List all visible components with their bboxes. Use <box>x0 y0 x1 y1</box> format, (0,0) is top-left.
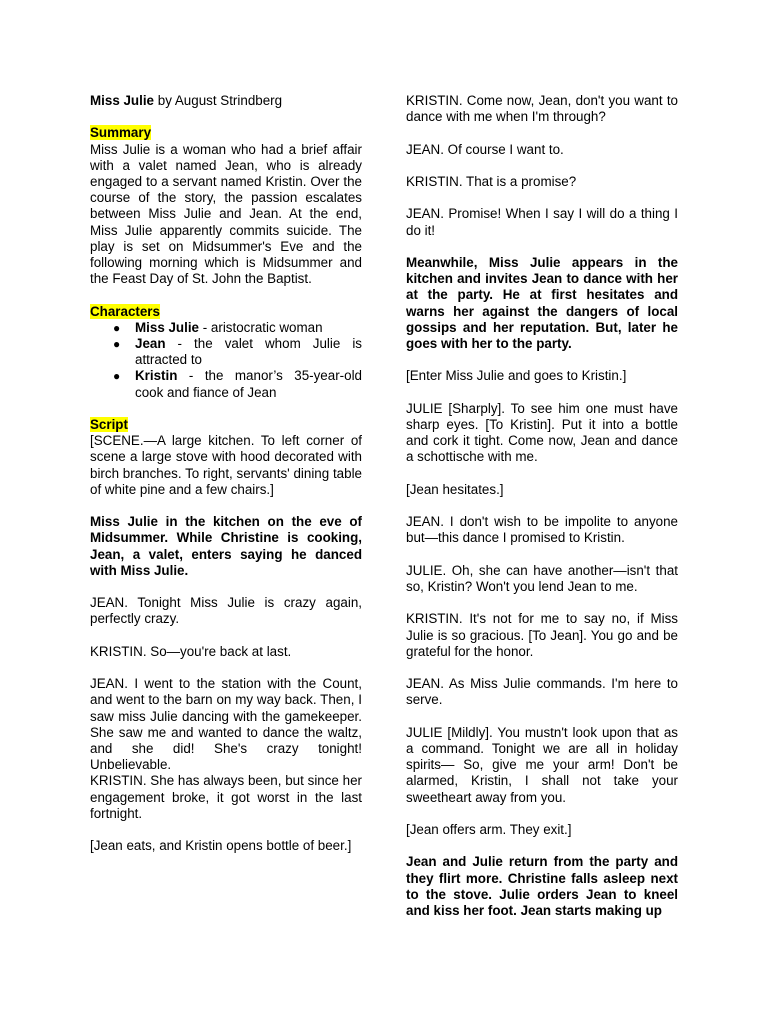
script-paragraph: KRISTIN. It's not for me to say no, if Miss Julie is so gracious. [To Jean]. You go and be grateful for the honor. <box>406 611 678 659</box>
script-paragraph: JEAN. I went to the station with the Count, and went to the barn on my way back. Then, I saw miss Julie dancing with the gamekeeper. She saw me and wanted to dance the waltz, and she did! She's crazy tonight! Unbelievable. <box>90 676 362 773</box>
stage-summary-paragraph: Miss Julie in the kitchen on the eve of Midsummer. While Christine is cooking, Jean, a valet, enters saying he danced with Miss Julie. <box>90 514 362 578</box>
script-paragraph: [Enter Miss Julie and goes to Kristin.] <box>406 368 627 384</box>
character-item <box>90 368 362 400</box>
script-paragraph: [Jean hesitates.] <box>406 481 504 497</box>
script-paragraph: KRISTIN. That is a promise? <box>406 173 577 189</box>
script-paragraph: [SCENE.—A large kitchen. To left corner of scene a large stove with hood decorated with birch branches. To right, servants' dining table of white pine and a few chairs.] <box>90 433 362 497</box>
script-paragraph: KRISTIN. So—you're back at last. <box>90 643 292 659</box>
characters-list <box>90 320 362 401</box>
character-name: Miss Julie <box>135 319 200 335</box>
summary-heading: Summary <box>90 125 152 141</box>
right-column <box>406 93 678 935</box>
script-paragraph: JEAN. Promise! When I say I will do a thing I do it! <box>406 206 678 238</box>
character-name: Kristin <box>135 368 178 384</box>
summary-section <box>90 125 362 287</box>
play-author: by August Strindberg <box>157 93 283 108</box>
script-paragraph: [Jean offers arm. They exit.] <box>406 821 572 837</box>
summary-text: Miss Julie is a woman who had a brief affair with a valet named Jean, who is already engaged to a servant named Kristin. Over the course of the story, the passion escalates between Miss Julie and Jean. At the end, Miss Julie apparently commits suicide. The play is set on Midsummer's Eve and the following morning which is Midsummer and the Feast Day of St. John the Baptist. <box>90 141 362 287</box>
character-item <box>90 336 362 368</box>
bullet-icon: ● <box>113 369 121 384</box>
character-desc: - aristocratic woman <box>199 319 323 335</box>
character-item <box>90 320 362 336</box>
stage-summary-paragraph: Jean and Julie return from the party and they flirt more. Christine falls asleep next to the stove. Julie orders Jean to kneel and kiss her foot. Jean starts making up <box>406 854 678 918</box>
play-title: Miss Julie <box>90 93 155 108</box>
character-name: Jean <box>135 336 166 352</box>
script-right-paragraphs <box>406 93 678 919</box>
script-paragraph: JEAN. Tonight Miss Julie is crazy again, perfectly crazy. <box>90 595 362 627</box>
script-paragraph: KRISTIN. Come now, Jean, don't you want to dance with me when I'm through? <box>406 93 678 125</box>
document-title <box>90 93 362 109</box>
script-paragraph: JULIE [Sharply]. To see him one must have sharp eyes. [To Kristin]. Put it into a bottle and cork it tight. Come now, Jean and dance a schottische with me. <box>406 400 678 465</box>
script-left-paragraphs <box>90 433 362 854</box>
bullet-icon: ● <box>113 320 121 335</box>
script-paragraph: JEAN. I don't wish to be impolite to anyone but—this dance I promised to Kristin. <box>406 514 678 546</box>
script-paragraph: JEAN. As Miss Julie commands. I'm here to serve. <box>406 676 678 708</box>
script-paragraph: [Jean eats, and Kristin opens bottle of beer.] <box>90 838 352 854</box>
script-heading: Script <box>90 417 128 433</box>
stage-summary-paragraph: Meanwhile, Miss Julie appears in the kitchen and invites Jean to dance with her at the party. He at first hesitates and warns her against the dangers of local gossips and her reputation. But, later he goes with her to the party. <box>406 254 678 351</box>
script-section <box>90 417 362 854</box>
characters-section <box>90 304 362 401</box>
character-desc: - the manor’s 35-year-old cook and fiance of Jean <box>135 368 362 400</box>
script-paragraph: JULIE [Mildly]. You mustn't look upon that as a command. Tonight we are all in holiday spirits— So, give me your arm! Don't be alarmed, Kristin, I shall not take your sweetheart away from you. <box>406 724 678 805</box>
characters-heading: Characters <box>90 303 160 319</box>
script-paragraph: KRISTIN. She has always been, but since her engagement broke, it got worst in the last fortnight. <box>90 773 362 821</box>
script-paragraph: JULIE. Oh, she can have another—isn't that so, Kristin? Won't you lend Jean to me. <box>406 562 678 594</box>
left-column <box>90 93 362 871</box>
script-paragraph: JEAN. Of course I want to. <box>406 141 564 157</box>
bullet-icon: ● <box>113 337 121 352</box>
character-desc: - the valet whom Julie is attracted to <box>135 336 362 368</box>
